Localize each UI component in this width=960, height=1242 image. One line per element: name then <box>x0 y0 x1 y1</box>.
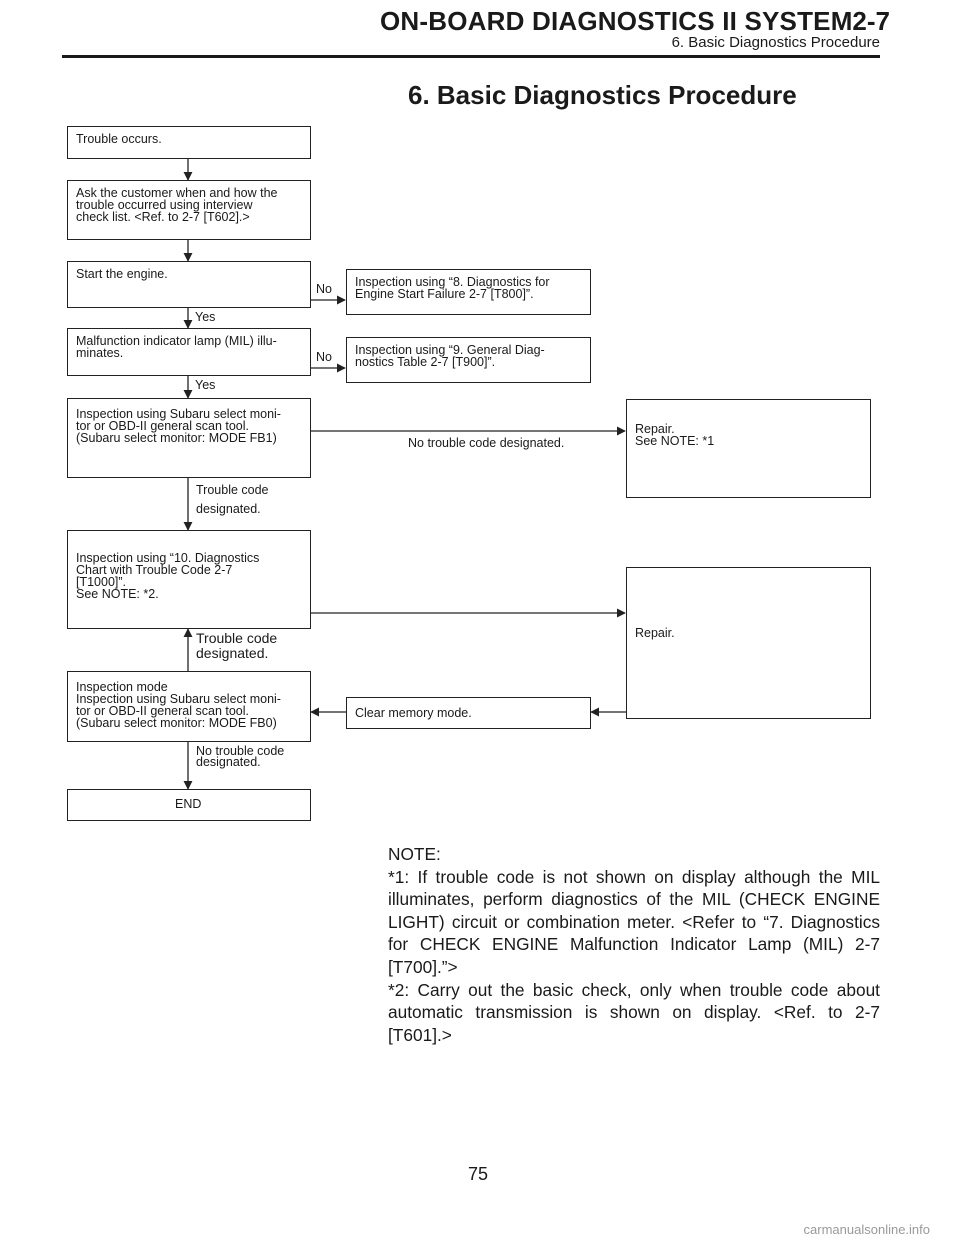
box-trouble-occurs: Trouble occurs. <box>67 126 311 159</box>
box-ask-customer: Ask the customer when and how the trouble occurred using interview check list. <Ref. to 2-7 [T602].> <box>67 180 311 240</box>
note-block <box>388 843 880 1046</box>
box-mil-illuminates: Malfunction indicator lamp (MIL) illu- minates. <box>67 328 311 376</box>
box-end: END <box>67 789 311 821</box>
label-no-start: No <box>316 282 332 296</box>
box-engine-start-failure: Inspection using “8. Diagnostics for Engine Start Failure 2-7 [T800]”. <box>346 269 591 315</box>
label-no-mil: No <box>316 350 332 364</box>
note-item-1: *1: If trouble code is not shown on display although the MIL illuminates, perform diagnostics of the MIL (CHECK ENGINE LIGHT) circuit or combination meter. <Refer to “7. Diagnostics for CHECK ENGINE Malfunction Indicator Lamp (MIL) 2-7 [T700].”> <box>388 866 880 977</box>
label-yes-mil: Yes <box>195 378 216 392</box>
box-diag-chart-trouble-code: Inspection using “10. Diagnostics Chart with Trouble Code 2-7 [T1000]”. See NOTE: *2. <box>67 530 311 629</box>
header-title: ON-BOARD DIAGNOSTICS II SYSTEM <box>380 6 853 36</box>
box-repair-note1: Repair. See NOTE: *1 <box>626 399 871 498</box>
box-repair: Repair. <box>626 567 871 719</box>
header-section-number: 2-7 <box>852 6 890 36</box>
box-inspection-mode-fb0: Inspection mode Inspection using Subaru select moni- tor or OBD-II general scan tool. (Subaru select monitor: MODE FB0) <box>67 671 311 742</box>
label-trouble-code-fb0: Trouble code designated. <box>196 630 278 661</box>
box-clear-memory: Clear memory mode. <box>346 697 591 729</box>
box-general-diag-table: Inspection using “9. General Diag- nostics Table 2-7 [T900]”. <box>346 337 591 383</box>
watermark: carmanualsonline.info <box>803 1222 930 1237</box>
note-heading: NOTE: <box>388 844 441 864</box>
label-no-trouble-code-fb0: No trouble code designated. <box>196 744 285 769</box>
box-inspection-fb1: Inspection using Subaru select moni- tor or OBD-II general scan tool. (Subaru select monitor: MODE FB1) <box>67 398 311 478</box>
page-number: 75 <box>467 1164 489 1184</box>
note-item-2: *2: Carry out the basic check, only when trouble code about automatic transmission is shown on display. <Ref. to 2-7 [T601].> <box>388 979 880 1045</box>
label-trouble-code-fb1: Trouble code designated. <box>196 483 269 516</box>
header-subtitle: 6. Basic Diagnostics Procedure <box>671 34 880 51</box>
page-title: 6. Basic Diagnostics Procedure <box>408 80 797 110</box>
label-yes-start: Yes <box>195 310 216 324</box>
label-no-trouble-code-fb1: No trouble code designated. <box>408 436 565 450</box>
box-start-engine: Start the engine. <box>67 261 311 308</box>
